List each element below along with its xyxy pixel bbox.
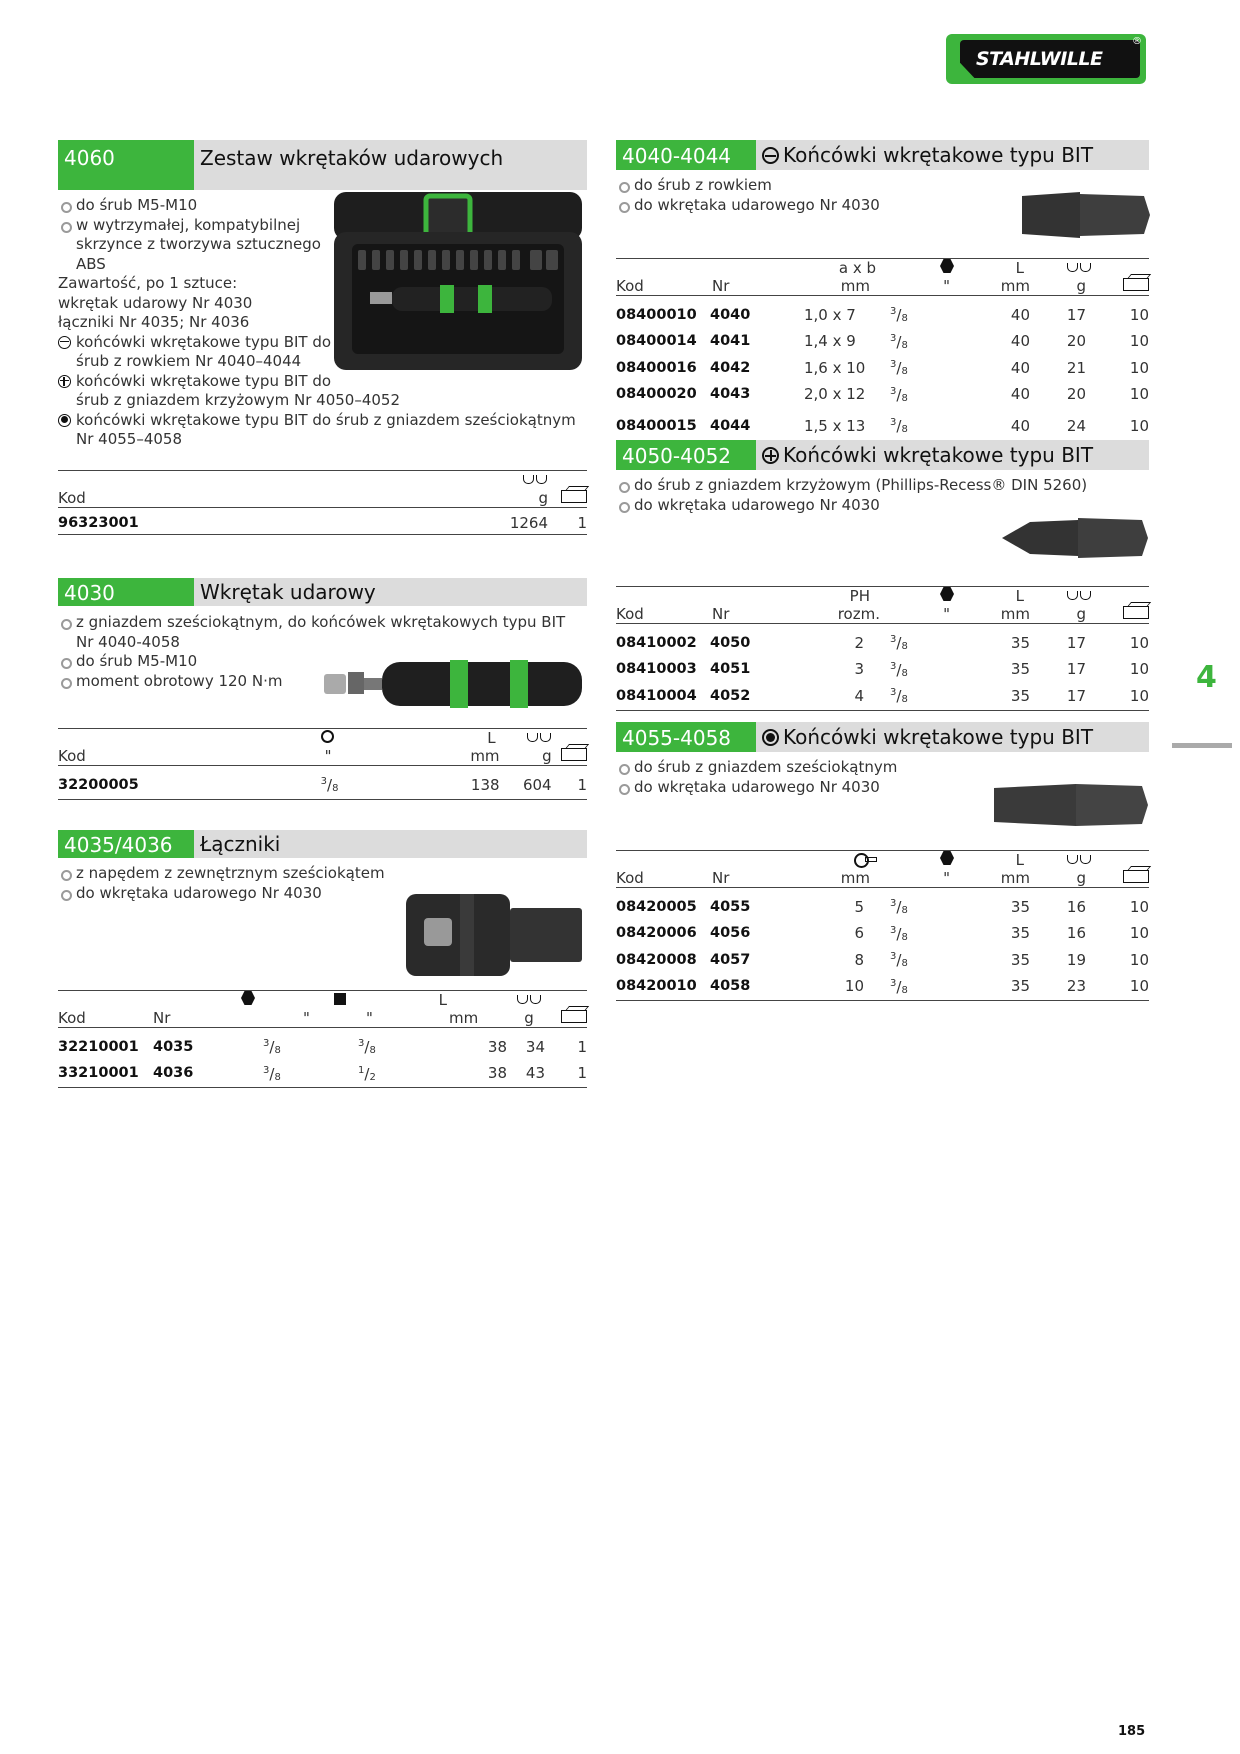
bullet: moment obrotowy 120 N·m (58, 672, 578, 692)
bullet: do śrub z rowkiem (616, 176, 996, 196)
weight-icon (522, 473, 548, 485)
description-4035 (58, 864, 438, 903)
table-row: 08410003 4051 3 $^3/_8$ 35 17 10 (616, 660, 1149, 679)
hex-drive-icon (940, 587, 954, 601)
col-kod: Kod (58, 489, 498, 508)
hex-drive-icon (940, 851, 954, 865)
weight-icon (1066, 589, 1092, 601)
section-title: Łączniki (200, 832, 281, 856)
table-4035: L Kod Nr " " mm g 32210001 4035 $^3/_8$ $^3/_8$ 38 34 1 33210001 4036 $^3/_8$ $^1/_2$ 38 43 1 (58, 990, 587, 1088)
hex-socket-icon (58, 414, 71, 427)
section-4040 (616, 140, 1149, 170)
contents-line: śrub z gniazdem krzyżowym Nr 4050–4052 (76, 391, 400, 409)
hex-drive-icon (241, 991, 255, 1005)
table-4050: PH L Kod Nr rozm. " mm g 08410002 4050 2 $^3/_8$ 35 17 10 08410003 4051 3 $^3/_8$ 35 17 10 08410004 4052 4 $^3/_8$ 35 17 10 (616, 586, 1149, 711)
contents-label: Zawartość, po 1 sztuce: (58, 274, 238, 292)
section-number: 4030 (58, 578, 194, 606)
table-4040: a x b L Kod Nr mm " mm g 08400010 4040 1,0 x 7 $^3/_8$ 40 17 10 08400014 4041 1,4 x 9 $^3/_8$ 40 20 10 08400016 4042 1,6 x 10 $^3/_8$ 40 21 10 08400020 4043 2,0 x 12 $^3/_8$ 40 20 10 08400015 4044 1,5 x 13 $^3/_8$ 40 24 10 (616, 258, 1149, 441)
slotted-bit-image (1020, 190, 1152, 240)
weight-icon (516, 993, 542, 1005)
table-row: 32210001 4035 $^3/_8$ $^3/_8$ 38 34 1 (58, 1037, 587, 1056)
slot-screw-icon (762, 147, 779, 164)
drive-ring-icon (321, 730, 334, 743)
package-icon (1123, 870, 1149, 883)
table-row: 08420006 4056 6 $^3/_8$ 35 16 10 (616, 924, 1149, 943)
registered-mark: ® (1132, 36, 1142, 47)
contents-line: łączniki Nr 4035; Nr 4036 (58, 313, 250, 331)
stahlwille-logo (946, 34, 1146, 84)
section-title: Końcówki wkrętakowe typu BIT (783, 443, 1094, 467)
bullet: do śrub z gniazdem krzyżowym (Phillips-Recess® DIN 5260) (616, 476, 1136, 496)
slot-screw-icon (58, 336, 71, 349)
bullet: do wkrętaka udarowego Nr 4030 (58, 884, 438, 904)
section-number: 4060 (58, 140, 194, 190)
description-4040 (616, 176, 996, 215)
table-row: 08400016 4042 1,6 x 10 $^3/_8$ 40 21 10 (616, 358, 1149, 377)
description-4050 (616, 476, 1136, 515)
bullet: z gniazdem sześciokątnym, do końcówek wkrętakowych typu BIT (58, 613, 578, 633)
package-icon (1123, 606, 1149, 619)
section-number: 4050-4052 (616, 440, 756, 470)
adapter-image (404, 890, 590, 980)
section-number: 4035/4036 (58, 830, 194, 858)
contents-line: końcówki wkrętakowe typu BIT do (58, 372, 578, 392)
col-g: g (498, 489, 548, 508)
section-title: Wkrętak udarowy (200, 580, 376, 604)
table-4060 (58, 470, 587, 535)
logo-text: STAHLWILLE (976, 48, 1103, 70)
bullet-cont: Nr 4040-4058 (76, 632, 180, 651)
table-row: 96323001 1264 1 (58, 508, 587, 535)
section-4055 (616, 722, 1149, 752)
phillips-bit-image (1000, 514, 1152, 562)
hex-key-icon (854, 853, 876, 865)
cross-screw-icon (762, 447, 779, 464)
bullet: do wkrętaka udarowego Nr 4030 (616, 196, 996, 216)
bullet: do śrub M5-M10 (58, 652, 578, 672)
table-row: 08420005 4055 5 $^3/_8$ 35 16 10 (616, 897, 1149, 916)
section-4050 (616, 440, 1149, 470)
bullet: do śrub M5-M10 (58, 196, 578, 216)
impact-driver-image (322, 654, 590, 714)
bullet-cont: ABS (76, 254, 106, 273)
contents-line: końcówki wkrętakowe typu BIT do śrub z gniazdem sześciokątnym (58, 411, 578, 431)
weight-icon (526, 731, 552, 743)
section-title: Końcówki wkrętakowe typu BIT (783, 143, 1094, 167)
tool-case-image (330, 192, 586, 374)
table-row: 08410004 4052 4 $^3/_8$ 35 17 10 (616, 683, 1149, 710)
table-row: 08420010 4058 10 $^3/_8$ 35 23 10 (616, 974, 1149, 1001)
hex-drive-icon (940, 259, 954, 273)
weight-icon (1066, 261, 1092, 273)
section-number: 4040-4044 (616, 140, 756, 170)
section-4060 (58, 140, 587, 190)
page-number: 185 (1118, 1724, 1146, 1739)
table-row: 08410002 4050 2 $^3/_8$ 35 17 10 (616, 633, 1149, 652)
bullet: do wkrętaka udarowego Nr 4030 (616, 778, 996, 798)
table-row: 08400020 4043 2,0 x 12 $^3/_8$ 40 20 10 (616, 385, 1149, 404)
section-header (58, 140, 587, 190)
section-number: 4055-4058 (616, 722, 756, 752)
square-drive-icon (334, 993, 346, 1005)
table-row: 08400015 4044 1,5 x 13 $^3/_8$ 40 24 10 (616, 408, 1149, 440)
section-title: Zestaw wkrętaków udarowych (200, 146, 504, 170)
table-4055: L Kod Nr mm " mm g 08420005 4055 5 $^3/_8$ 35 16 10 08420006 4056 6 $^3/_8$ 35 16 10 08420008 4057 8 $^3/_8$ 35 19 10 08420010 4058 10 $^3/_8$ 35 23 10 (616, 850, 1149, 1001)
section-4035 (58, 830, 587, 858)
table-row: 32200005 $^3/_8$ 138 604 1 (58, 766, 587, 800)
table-row: 33210001 4036 $^3/_8$ $^1/_2$ 38 43 1 (58, 1061, 587, 1088)
cross-screw-icon (58, 375, 71, 388)
bullet-cont: skrzynce z tworzywa sztucznego (76, 235, 321, 253)
section-title: Końcówki wkrętakowe typu BIT (783, 725, 1094, 749)
bullet: z napędem z zewnętrznym sześciokątem (58, 864, 438, 884)
hex-bit-image (992, 780, 1152, 830)
description-4055 (616, 758, 996, 797)
chapter-tab-line (1172, 743, 1232, 748)
hex-socket-icon (762, 729, 779, 746)
contents-line: Nr 4055–4058 (76, 430, 183, 448)
chapter-tab: 4 (1196, 660, 1217, 695)
table-row: 08400014 4041 1,4 x 9 $^3/_8$ 40 20 10 (616, 332, 1149, 351)
contents-line: końcówki wkrętakowe typu BIT do (58, 333, 578, 353)
bullet: do wkrętaka udarowego Nr 4030 (616, 496, 1136, 516)
contents-line: wkrętak udarowy Nr 4030 (58, 293, 253, 312)
bullet: w wytrzymałej, kompatybilnej (58, 216, 578, 236)
package-icon (561, 1010, 587, 1023)
package-icon (561, 748, 587, 761)
contents-line: śrub z rowkiem Nr 4040–4044 (76, 352, 302, 370)
table-row: 08400010 4040 1,0 x 7 $^3/_8$ 40 17 10 (616, 305, 1149, 324)
package-icon (1123, 278, 1149, 291)
section-4030 (58, 578, 587, 606)
table-row: 08420008 4057 8 $^3/_8$ 35 19 10 (616, 950, 1149, 969)
package-icon (561, 490, 587, 503)
table-4030: L Kod " mm g 32200005 $^3/_8$ 138 604 1 (58, 728, 587, 800)
weight-icon (1066, 853, 1092, 865)
bullet: do śrub z gniazdem sześciokątnym (616, 758, 996, 778)
